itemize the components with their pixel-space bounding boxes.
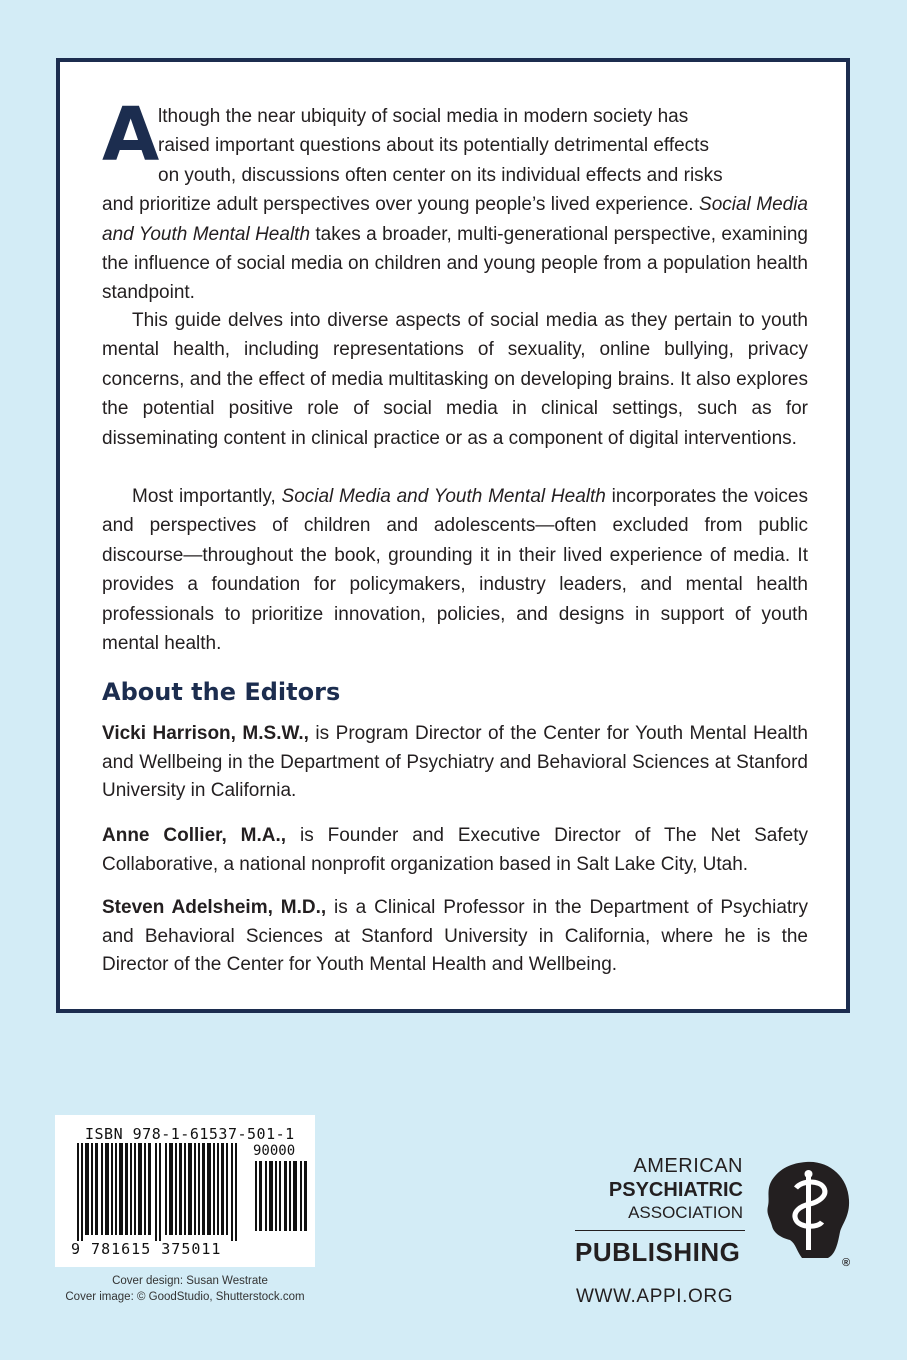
drop-cap: A (102, 92, 160, 178)
p3-text-post: incorporates the voices and perspectives of children and adolescents—often excluded from public discourse—throughout the book, grounding it in their lived experience of media. It provides a foundation for policymakers, industry leaders, and mental health professionals to prioritize innovation, policies, and designs in support of youth mental health. (102, 486, 808, 655)
cover-image-credit: Cover image: © GoodStudio, Shutterstock.com (65, 1291, 305, 1303)
p1-book-title: Social Media and Youth Mental Health (102, 194, 808, 245)
p3-book-title: Social Media and Youth Mental Health (281, 486, 606, 507)
cover-design-credit: Cover design: Susan Westrate (112, 1275, 268, 1287)
isbn-label: ISBN 978-1-61537-501-1 (85, 1125, 295, 1143)
publisher-divider (575, 1230, 745, 1231)
isbn-barcode (55, 1115, 315, 1267)
editor-bio-text: is a Clinical Professor in the Department of Psychiatry and Behavioral Sciences at Stanford University in California, where he is the Director of the Center for Youth Mental Health and Wellbeing. (102, 897, 808, 975)
editor-name: Steven Adelsheim, M.D., (102, 897, 327, 918)
p1-line-2: raised important questions about its potentially detrimental effects (158, 135, 709, 157)
addon-barcode-bars (255, 1161, 310, 1231)
p1-line-3: on youth, discussions often center on its individual effects and risks (158, 164, 723, 186)
isbn-digits: 9 781615 375011 (71, 1240, 222, 1258)
publisher-name (609, 1156, 743, 1221)
p1-text-post: takes a broader, multi-generational perspective, examining the influence of social media on children and young people from a population health standpoint. (102, 223, 808, 304)
about-editors-heading: About the Editors (102, 678, 341, 706)
registered-mark: ® (842, 1257, 851, 1269)
p1-text-pre: and prioritize adult perspectives over young people’s lived experience. (102, 194, 700, 216)
publisher-line-association: ASSOCIATION (628, 1203, 743, 1222)
publisher-line-publishing: PUBLISHING (575, 1237, 741, 1267)
publisher-line-psychiatric: PSYCHIATRIC (608, 1179, 743, 1201)
editor-name: Anne Collier, M.A., (102, 825, 287, 846)
barcode-bars (77, 1143, 249, 1241)
description-paragraph-1 (102, 102, 808, 308)
description-panel (56, 58, 850, 1013)
editor-bio-text: is Program Director of the Center for Youth Mental Health and Wellbeing in the Department of Psychiatry and Behavioral Sciences at Stanford University in California. (102, 723, 808, 801)
editor-bio-text: is Founder and Executive Director of The Net Safety Collaborative, a national nonprofit organization based in Salt Lake City, Utah. (102, 825, 808, 875)
description-paragraph-2: This guide delves into diverse aspects of social media as they pertain to youth mental health, including representations of sexuality, online bullying, privacy concerns, and the effect of media multitasking on developing brains. It also explores the potential positive role of social media in clinical settings, such as for disseminating content in clinical practice or as a component of digital interventions. (102, 310, 808, 449)
p3-text-pre: Most importantly, (132, 486, 282, 507)
publisher-line-american: AMERICAN (633, 1155, 743, 1177)
publisher-url: WWW.APPI.ORG (576, 1286, 734, 1307)
description-paragraph-3 (102, 482, 808, 658)
editor-bio (102, 720, 808, 806)
price-code: 90000 (253, 1143, 296, 1159)
editor-name: Vicki Harrison, M.S.W., (102, 723, 309, 744)
editor-bio (102, 822, 808, 879)
apa-caduceus-head-icon (762, 1158, 854, 1270)
p1-line-1: lthough the near ubiquity of social media in modern society has (158, 106, 689, 127)
editor-bio (102, 894, 808, 980)
